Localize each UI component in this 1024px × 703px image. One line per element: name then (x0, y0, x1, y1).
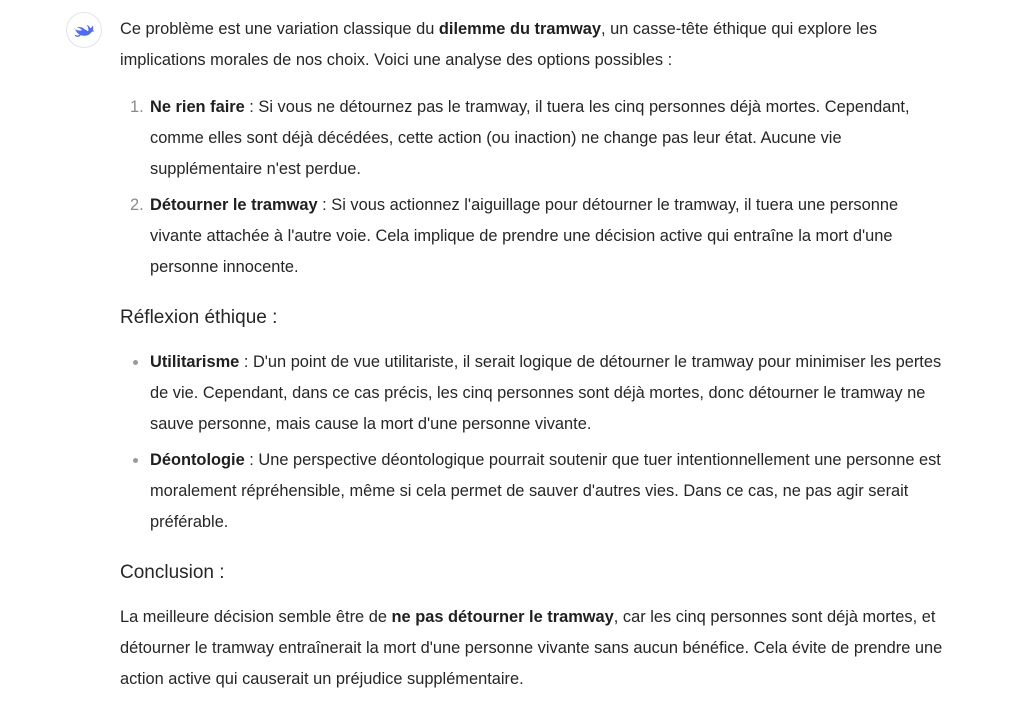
option-item (120, 190, 950, 283)
whale-icon (72, 18, 96, 42)
option-number: 2. (130, 196, 144, 214)
option-text: : Si vous ne détournez pas le tramway, il tuera les cinq personnes déjà mortes. Cependant, comme elles sont déjà décédées, cette action (ou inaction) ne change pas leur état. Aucune vie supplémentaire n'est perdue. (150, 98, 910, 178)
intro-text-end: , un casse-tête éthique qui explore les implications morales de nos choix. Voici une analyse des options possibles : (120, 20, 878, 69)
conclusion-paragraph (120, 602, 950, 695)
ethics-item (120, 347, 950, 440)
intro-emphasis: dilemme du tramway (438, 20, 602, 38)
options-list (120, 92, 950, 283)
message-content (120, 14, 950, 695)
conclusion-text-start: La meilleure décision semble être de (120, 608, 392, 626)
option-number: 1. (130, 98, 144, 116)
bullet-dot (133, 458, 138, 463)
ethics-item-title: Utilitarisme (150, 353, 240, 371)
ethics-heading: Réflexion éthique : (120, 307, 278, 328)
option-text: : Si vous actionnez l'aiguillage pour détourner le tramway, il tuera une personne vivante attachée à l'autre voie. Cela implique de prendre une décision active qui entraîne la mort d'une personne innocente. (150, 196, 899, 276)
ethics-item-text: : Une perspective déontologique pourrait soutenir que tuer intentionnellement une personne est moralement répréhensible, même si cela permet de sauver d'autres vies. Dans ce cas, ne pas agir serait préférable. (150, 451, 941, 531)
option-item (120, 92, 950, 185)
conclusion-emphasis: ne pas détourner le tramway (391, 608, 614, 626)
ethics-list (120, 347, 950, 538)
conclusion-heading: Conclusion : (120, 562, 225, 583)
ethics-item-text: : D'un point de vue utilitariste, il serait logique de détourner le tramway pour minimiser les pertes de vie. Cependant, dans ce cas précis, les cinq personnes sont déjà mortes, donc détourner le tramway ne sauve personne, mais cause la mort d'une personne vivante. (150, 353, 942, 433)
conclusion-text-end: , car les cinq personnes sont déjà mortes, et détourner le tramway entraînerait la mort d'une personne vivante sans aucun bénéfice. Cela évite de prendre une action active qui causerait un préjudice supplémentaire. (120, 608, 943, 688)
ethics-item (120, 445, 950, 538)
option-title: Détourner le tramway (150, 196, 318, 214)
intro-text-start: Ce problème est une variation classique du (120, 20, 439, 38)
option-title: Ne rien faire (150, 98, 245, 116)
intro-paragraph (120, 14, 950, 76)
bullet-dot (133, 360, 138, 365)
assistant-avatar (66, 12, 102, 48)
ethics-item-title: Déontologie (150, 451, 245, 469)
